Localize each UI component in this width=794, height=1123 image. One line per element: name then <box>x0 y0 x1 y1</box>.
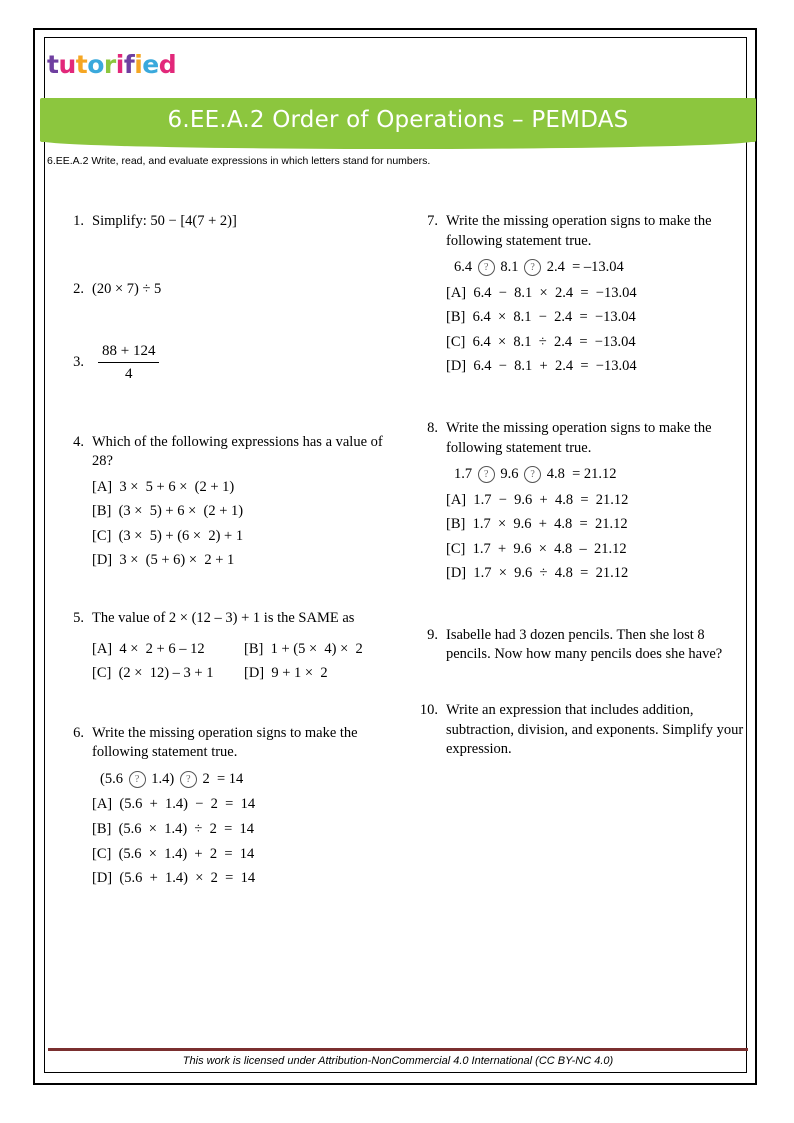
equation-part: 9.6 <box>500 466 523 483</box>
answer-choice[interactable]: [B] 1 + (5 × 4) × 2 <box>244 640 363 657</box>
question-text: The value of 2 × (12 – 3) + 1 is the SAME as <box>92 610 355 626</box>
question-body <box>92 341 388 385</box>
question-item <box>412 701 752 760</box>
question-body <box>92 212 388 232</box>
logo-letter: r <box>103 50 116 79</box>
question-number: 3. <box>73 354 84 371</box>
question-item <box>58 341 388 385</box>
page-title: 6.EE.A.2 Order of Operations – PEMDAS <box>167 107 629 133</box>
question-number: 5. <box>73 610 84 626</box>
title-banner <box>40 98 756 142</box>
question-body <box>92 280 388 300</box>
answer-choice[interactable]: [C] (5.6 × 1.4) + 2 = 14 <box>92 845 255 862</box>
question-text: Write an expression that includes addition, subtraction, division, and exponents. Simplify your expression. <box>446 702 744 758</box>
equation-with-blanks <box>454 258 752 278</box>
operation-blank[interactable]: ? <box>524 466 541 483</box>
question-body <box>92 724 388 889</box>
answer-choice-row <box>92 635 388 660</box>
logo-letter: t <box>47 50 59 79</box>
question-text: Write the missing operation signs to make the following statement true. <box>446 419 712 456</box>
answer-choice[interactable]: [A] 1.7 − 9.6 + 4.8 = 21.12 <box>446 491 629 508</box>
logo-letter: u <box>58 50 76 79</box>
equation-part: 4.8 = 21.12 <box>546 466 621 483</box>
answer-choice[interactable]: [A] (5.6 + 1.4) − 2 = 14 <box>92 796 256 813</box>
logo-letter: o <box>87 50 104 79</box>
answer-choice-row <box>92 659 388 684</box>
equation-part: 2 = 14 <box>202 770 247 787</box>
answer-choice[interactable]: [C] (3 × 5) + (6 × 2) + 1 <box>92 527 244 544</box>
question-number: 2. <box>73 280 84 297</box>
operation-blank[interactable]: ? <box>524 259 541 276</box>
question-body <box>92 609 388 684</box>
answer-choices <box>92 635 388 684</box>
answer-choice[interactable]: [D] 9 + 1 × 2 <box>244 665 328 682</box>
question-number: 1. <box>73 213 84 229</box>
question-text: Write the missing operation signs to make the following statement true. <box>92 724 358 761</box>
question-item <box>58 212 388 232</box>
footer-divider <box>48 1048 748 1051</box>
answer-choice[interactable]: [A] 3 × 5 + 6 × (2 + 1) <box>92 478 235 495</box>
question-number: 10. <box>419 702 438 718</box>
operation-blank[interactable]: ? <box>180 771 197 788</box>
question-body <box>446 701 752 760</box>
answer-choice[interactable]: [D] 3 × (5 + 6) × 2 + 1 <box>92 552 235 569</box>
equation-with-blanks <box>454 465 752 485</box>
logo-letter: d <box>158 50 177 79</box>
equation-part: 1.7 <box>454 466 476 483</box>
standard-description: 6.EE.A.2 Write, read, and evaluate expressions in which letters stand for numbers. <box>47 155 431 167</box>
operation-blank[interactable]: ? <box>478 259 495 276</box>
fraction-expression <box>98 341 159 385</box>
question-text: Which of the following expressions has a value of 28? <box>92 433 383 470</box>
question-number: 6. <box>73 724 84 741</box>
question-item <box>412 419 752 584</box>
question-number: 9. <box>427 626 438 643</box>
question-item <box>58 280 388 300</box>
answer-choice[interactable]: [B] 6.4 × 8.1 − 2.4 = −13.04 <box>446 309 636 326</box>
answer-choices <box>446 491 752 584</box>
answer-choice[interactable]: [B] 1.7 × 9.6 + 4.8 = 21.12 <box>446 516 628 533</box>
operation-blank[interactable]: ? <box>478 466 495 483</box>
question-item <box>58 433 388 571</box>
fraction-denominator: 4 <box>124 366 133 383</box>
questions-column-left <box>58 212 388 909</box>
equation-part: 8.1 <box>500 259 523 276</box>
question-body <box>92 433 388 571</box>
tutorified-logo <box>47 50 176 79</box>
answer-choice[interactable]: [D] (5.6 + 1.4) × 2 = 14 <box>92 870 256 887</box>
question-item <box>58 609 388 684</box>
question-item <box>412 212 752 377</box>
question-body <box>446 212 752 377</box>
question-text: (20 × 7) ÷ 5 <box>92 280 162 297</box>
answer-choice[interactable]: [D] 1.7 × 9.6 ÷ 4.8 = 21.12 <box>446 565 629 582</box>
question-number: 4. <box>73 433 84 450</box>
equation-with-blanks <box>100 770 388 790</box>
equation-part: 6.4 <box>454 259 476 276</box>
operation-blank[interactable]: ? <box>129 771 146 788</box>
logo-letter: t <box>75 50 88 79</box>
answer-choice[interactable]: [A] 6.4 − 8.1 × 2.4 = −13.04 <box>446 284 637 301</box>
answer-choices <box>92 795 388 888</box>
question-text: Simplify: 50 − [4(7 + 2)] <box>92 213 237 229</box>
question-item <box>412 626 752 665</box>
logo-letter: i <box>115 50 124 79</box>
question-number: 7. <box>427 213 438 229</box>
answer-choice[interactable]: [A] 4 × 2 + 6 – 12 <box>92 640 205 657</box>
questions-column-right <box>412 212 752 780</box>
answer-choice[interactable]: [B] (3 × 5) + 6 × (2 + 1) <box>92 503 244 520</box>
answer-choices <box>446 284 752 377</box>
question-number: 8. <box>427 419 438 436</box>
logo-letter: f <box>123 50 135 79</box>
logo-letter: e <box>142 50 159 79</box>
equation-part: 2.4 = –13.04 <box>546 259 628 276</box>
answer-choice[interactable]: [C] 6.4 × 8.1 ÷ 2.4 = −13.04 <box>446 333 636 350</box>
question-body <box>446 419 752 584</box>
answer-choice[interactable]: [B] (5.6 × 1.4) ÷ 2 = 14 <box>92 820 255 837</box>
equation-part: (5.6 <box>100 770 127 787</box>
question-item <box>58 724 388 889</box>
question-body <box>446 626 752 665</box>
answer-choice[interactable]: [D] 6.4 − 8.1 + 2.4 = −13.04 <box>446 358 637 375</box>
answer-choice[interactable]: [C] 1.7 + 9.6 × 4.8 – 21.12 <box>446 540 627 557</box>
question-text: Isabelle had 3 dozen pencils. Then she lost 8 pencils. Now how many pencils does she have? <box>446 626 723 663</box>
fraction-numerator: 88 + 124 <box>98 341 159 363</box>
logo-letter: i <box>134 50 143 79</box>
question-text: Write the missing operation signs to make the following statement true. <box>446 213 712 249</box>
answer-choice[interactable]: [C] (2 × 12) – 3 + 1 <box>92 665 214 682</box>
answer-choices <box>92 478 388 571</box>
equation-part: 1.4) <box>151 770 178 787</box>
license-footer: This work is licensed under Attribution-NonCommercial 4.0 International (CC BY-NC 4.0) <box>182 1055 614 1067</box>
